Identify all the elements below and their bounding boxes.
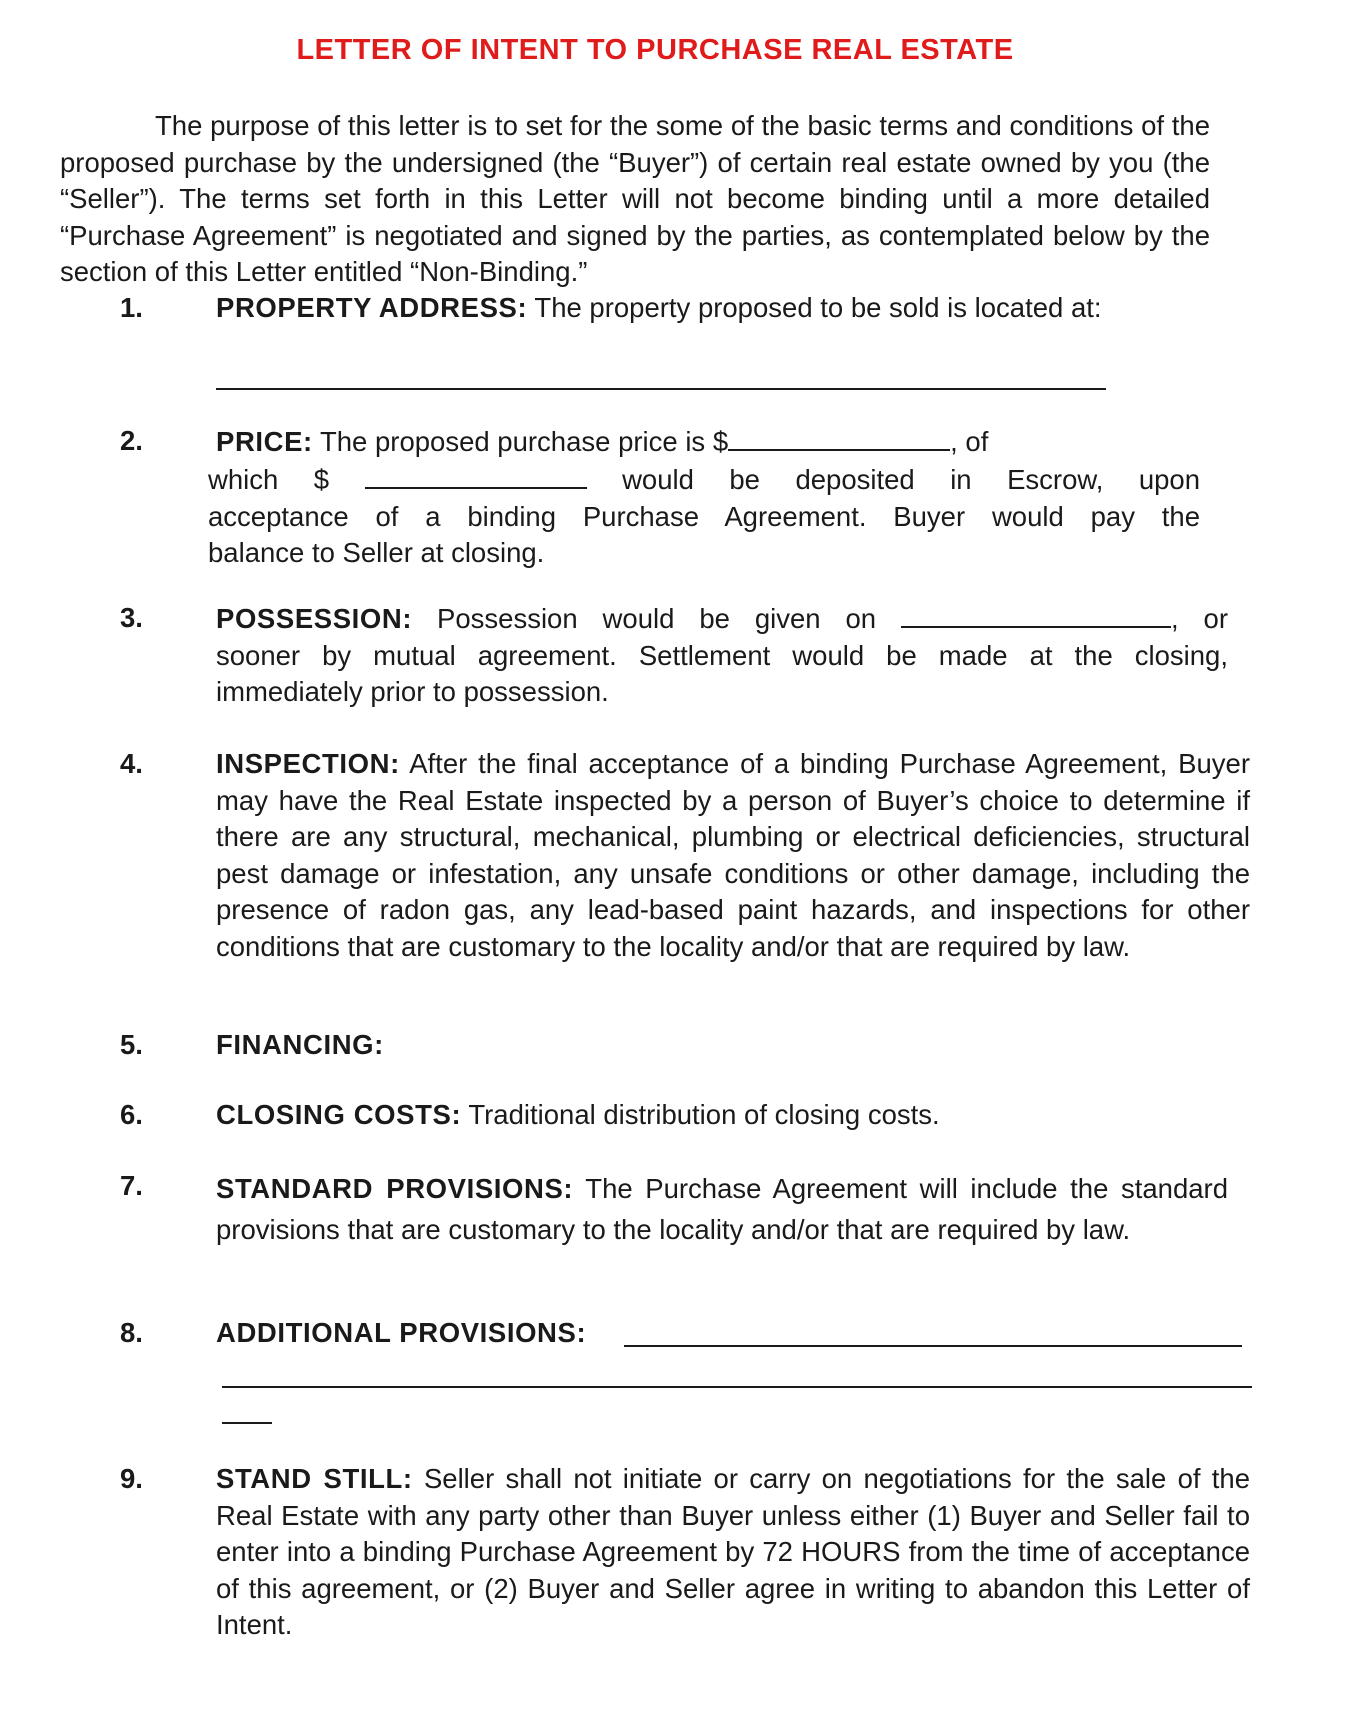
- item-text: The property proposed to be sold is located at:: [534, 292, 1102, 323]
- item-label: CLOSING COSTS:: [216, 1099, 462, 1130]
- item-number: 2.: [120, 425, 143, 456]
- item-label: PRICE:: [216, 426, 313, 457]
- item-label: STAND STILL:: [216, 1463, 413, 1494]
- item-text: Traditional distribution of closing costs.: [468, 1099, 940, 1130]
- item-label: PROPERTY ADDRESS:: [216, 292, 528, 323]
- item-text: Possession would be given on: [437, 603, 877, 634]
- item-label: FINANCING:: [216, 1029, 384, 1060]
- item-label: ADDITIONAL PROVISIONS:: [216, 1317, 587, 1348]
- additional-provisions-blank-3[interactable]: [222, 1422, 272, 1424]
- item-number: 6.: [120, 1099, 143, 1130]
- item-number: 1.: [120, 292, 143, 323]
- item-text: The Purchase Agreement will include the standard provisions that are customary to the locality and/or that are required by law.: [216, 1173, 1228, 1245]
- document-title: LETTER OF INTENT TO PURCHASE REAL ESTATE: [296, 34, 1014, 66]
- property-address-blank[interactable]: [216, 388, 1106, 390]
- purchase-price-blank[interactable]: [728, 423, 950, 451]
- item-text: balance to Seller at closing.: [208, 537, 545, 568]
- item-number: 7.: [120, 1170, 143, 1201]
- item-number: 4.: [120, 748, 143, 779]
- item-text: The proposed purchase price is $: [319, 426, 729, 457]
- additional-provisions-blank-2[interactable]: [222, 1386, 1252, 1388]
- intro-paragraph: The purpose of this letter is to set for the some of the basic terms and conditions of the proposed purchase by the undersigned (the “Buyer”) of certain real estate owned by you (the “Seller”). The terms set forth in this Letter will not become binding until a more detailed “Purchase Agreement” is negotiated and signed by the parties, as contemplated below by the section of this Letter entitled “Non-Binding.”: [60, 110, 1210, 287]
- item-number: 5.: [120, 1029, 143, 1060]
- item-label: POSSESSION:: [216, 603, 413, 634]
- item-text: After the final acceptance of a binding Purchase Agreement, Buyer may have the Real Estate inspected by a person of Buyer’s choice to determine if there are any structural, mechanical, plumbing or electrical deficiencies, structural pest damage or infestation, any unsafe conditions or other damage, including the presence of radon gas, any lead-based paint hazards, and inspections for other conditions that are customary to the locality and/or that are required by law.: [216, 748, 1251, 962]
- possession-date-blank[interactable]: [901, 600, 1171, 628]
- item-label: INSPECTION:: [216, 748, 400, 779]
- item-text: acceptance of a binding Purchase Agreement. Buyer would pay the: [208, 500, 1200, 532]
- item-text: , or: [1171, 603, 1229, 634]
- item-text: sooner by mutual agreement. Settlement would be made at the closing,: [216, 639, 1228, 671]
- item-text: Seller shall not initiate or carry on negotiations for the sale of the Real Estate with any party other than Buyer unless either (1) Buyer and Seller fail to enter into a binding Purchase Agreement by 72 HOURS from the time of acceptance of this agreement, or (2) Buyer and Seller agree in writing to abandon this Letter of Intent.: [216, 1463, 1250, 1640]
- item-number: 3.: [120, 602, 143, 633]
- item-text: which $: [208, 464, 330, 495]
- escrow-deposit-blank[interactable]: [365, 461, 587, 489]
- item-number: 9.: [120, 1463, 143, 1494]
- additional-provisions-blank-1[interactable]: [624, 1345, 1242, 1347]
- item-text: , of: [950, 426, 989, 457]
- item-label: STANDARD PROVISIONS:: [216, 1173, 574, 1204]
- item-number: 8.: [120, 1317, 143, 1348]
- item-text: immediately prior to possession.: [216, 676, 609, 707]
- item-text: would be deposited in Escrow, upon: [622, 464, 1201, 495]
